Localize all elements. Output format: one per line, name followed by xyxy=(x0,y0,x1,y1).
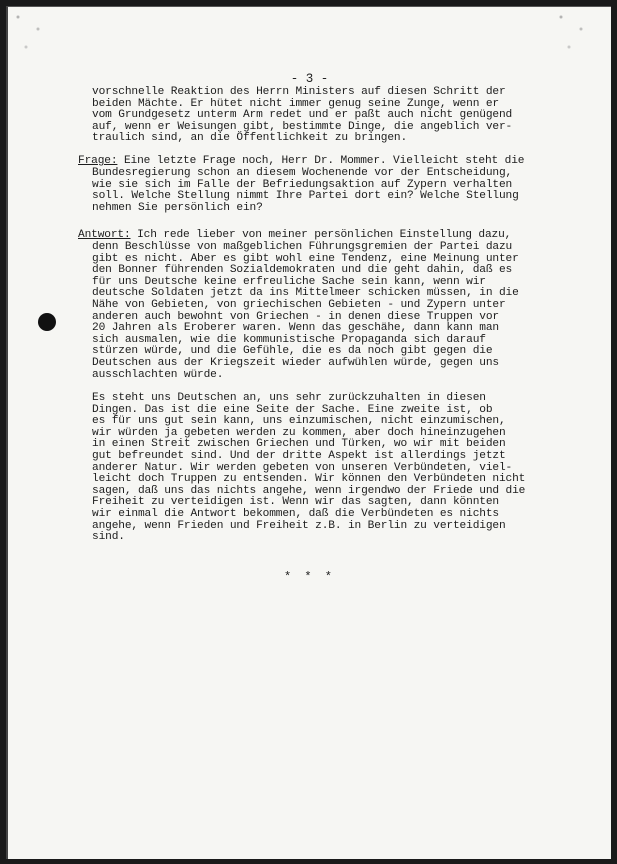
text-line: nehmen Sie persönlich ein? xyxy=(92,201,263,214)
question-block xyxy=(78,156,568,168)
text-line: angehe, wenn Frieden und Freiheit z.B. in Berlin zu verteidigen xyxy=(92,519,506,532)
text-line: anderer Natur. Wir werden gebeten von unseren Verbündeten, viel- xyxy=(92,461,513,474)
text-line: vom Grundgesetz unterm Arm redet und er paßt auch nicht genügend xyxy=(92,109,513,122)
text-line: auf, wenn er Weisungen gibt, bestimmte Dinge, die angeblich ver- xyxy=(92,120,513,133)
text-line: sich ausmalen, wie die kommunistische Propaganda sich darauf xyxy=(92,333,486,346)
text-line: wir einmal die Antwort bekommen, daß die Verbündeten es nichts xyxy=(92,507,499,520)
text-line: den Bonner führenden Sozialdemokraten und die geht dahin, daß es xyxy=(92,264,513,277)
answer-block xyxy=(78,230,568,242)
paragraph-conclusion xyxy=(92,393,568,544)
answer-first-text: Ich rede lieber von meiner persönlichen Einstellung dazu, xyxy=(130,229,512,241)
text-line: soll. Welche Stellung nimmt Ihre Partei dort ein? Welche Stellung xyxy=(92,190,519,203)
text-line: Bundesregierung schon an diesem Wochenende vor der Entscheidung, xyxy=(92,167,513,179)
section-separator: * * * xyxy=(283,570,335,584)
text-line: wir würden ja gebeten werden zu kommen, aber doch hineinzugehen xyxy=(92,426,506,439)
question-first-text: Eine letzte Frage noch, Herr Dr. Mommer. Vielleicht steht die xyxy=(117,155,525,167)
document-page xyxy=(6,6,611,859)
text-line: stürzen würde, und die Gefühle, die es da noch gibt gegen die xyxy=(92,345,493,358)
text-line: Es steht uns Deutschen an, uns sehr zurückzuhalten in diesen xyxy=(92,392,486,404)
question-first-line xyxy=(78,156,568,168)
text-line: vorschnelle Reaktion des Herrn Ministers auf diesen Schritt der xyxy=(92,86,506,98)
answer-body xyxy=(92,242,568,381)
text-line: anderen auch bewohnt von Griechen - in denen diese Truppen vor xyxy=(92,310,499,323)
text-line: denn Beschlüsse von maßgeblichen Führungsgremien der Partei dazu xyxy=(92,241,513,253)
scan-noise xyxy=(551,7,611,67)
scan-noise xyxy=(8,7,68,67)
punch-hole xyxy=(38,313,56,331)
paragraph-intro xyxy=(92,87,568,145)
text-line: es für uns gut sein kann, uns einzumischen, nicht einzumischen, xyxy=(92,415,506,428)
text-line: wie sie sich im Falle der Befriedungsaktion auf Zypern verhalten xyxy=(92,178,513,191)
answer-first-line xyxy=(78,230,568,242)
text-line: traulich sind, an die Öffentlichkeit zu bringen. xyxy=(92,132,408,145)
text-line: Deutschen aus der Kriegszeit wieder aufwühlen würde, gegen uns xyxy=(92,356,499,369)
text-line: für uns Deutsche keine erfreuliche Sache sein kann, wenn wir xyxy=(92,275,486,288)
text-line: ausschlachten würde. xyxy=(92,368,224,381)
text-line: in einen Streit zwischen Griechen und Türken, wo wir mit beiden xyxy=(92,438,506,451)
answer-label: Antwort: xyxy=(78,229,131,241)
text-line: Freiheit zu verteidigen ist. Wenn wir das sagten, dann könnten xyxy=(92,496,499,509)
text-line: gut befreundet sind. Und der dritte Aspekt ist allerdings jetzt xyxy=(92,449,506,462)
text-line: sind. xyxy=(92,531,125,544)
text-line: Nähe von Gebieten, von griechischen Gebieten - und Zypern unter xyxy=(92,298,506,311)
question-body xyxy=(92,168,568,214)
text-line: beiden Mächte. Er hütet nicht immer genug seine Zunge, wenn er xyxy=(92,97,499,110)
text-line: leicht doch Truppen zu entsenden. Wir können den Verbündeten nicht xyxy=(92,473,526,486)
text-line: deutsche Soldaten jetzt da ins Mittelmeer schicken müssen, in die xyxy=(92,287,519,300)
text-line: Dingen. Das ist die eine Seite der Sache. Eine zweite ist, ob xyxy=(92,403,493,416)
text-line: sagen, daß uns das nichts angehe, wenn irgendwo der Friede und die xyxy=(92,484,526,497)
question-label: Frage: xyxy=(78,155,118,167)
text-line: gibt es nicht. Aber es gibt wohl eine Tendenz, eine Meinung unter xyxy=(92,252,519,265)
text-line: 20 Jahren als Eroberer waren. Wenn das geschähe, dann kann man xyxy=(92,322,499,335)
page-number: - 3 - xyxy=(290,72,329,86)
